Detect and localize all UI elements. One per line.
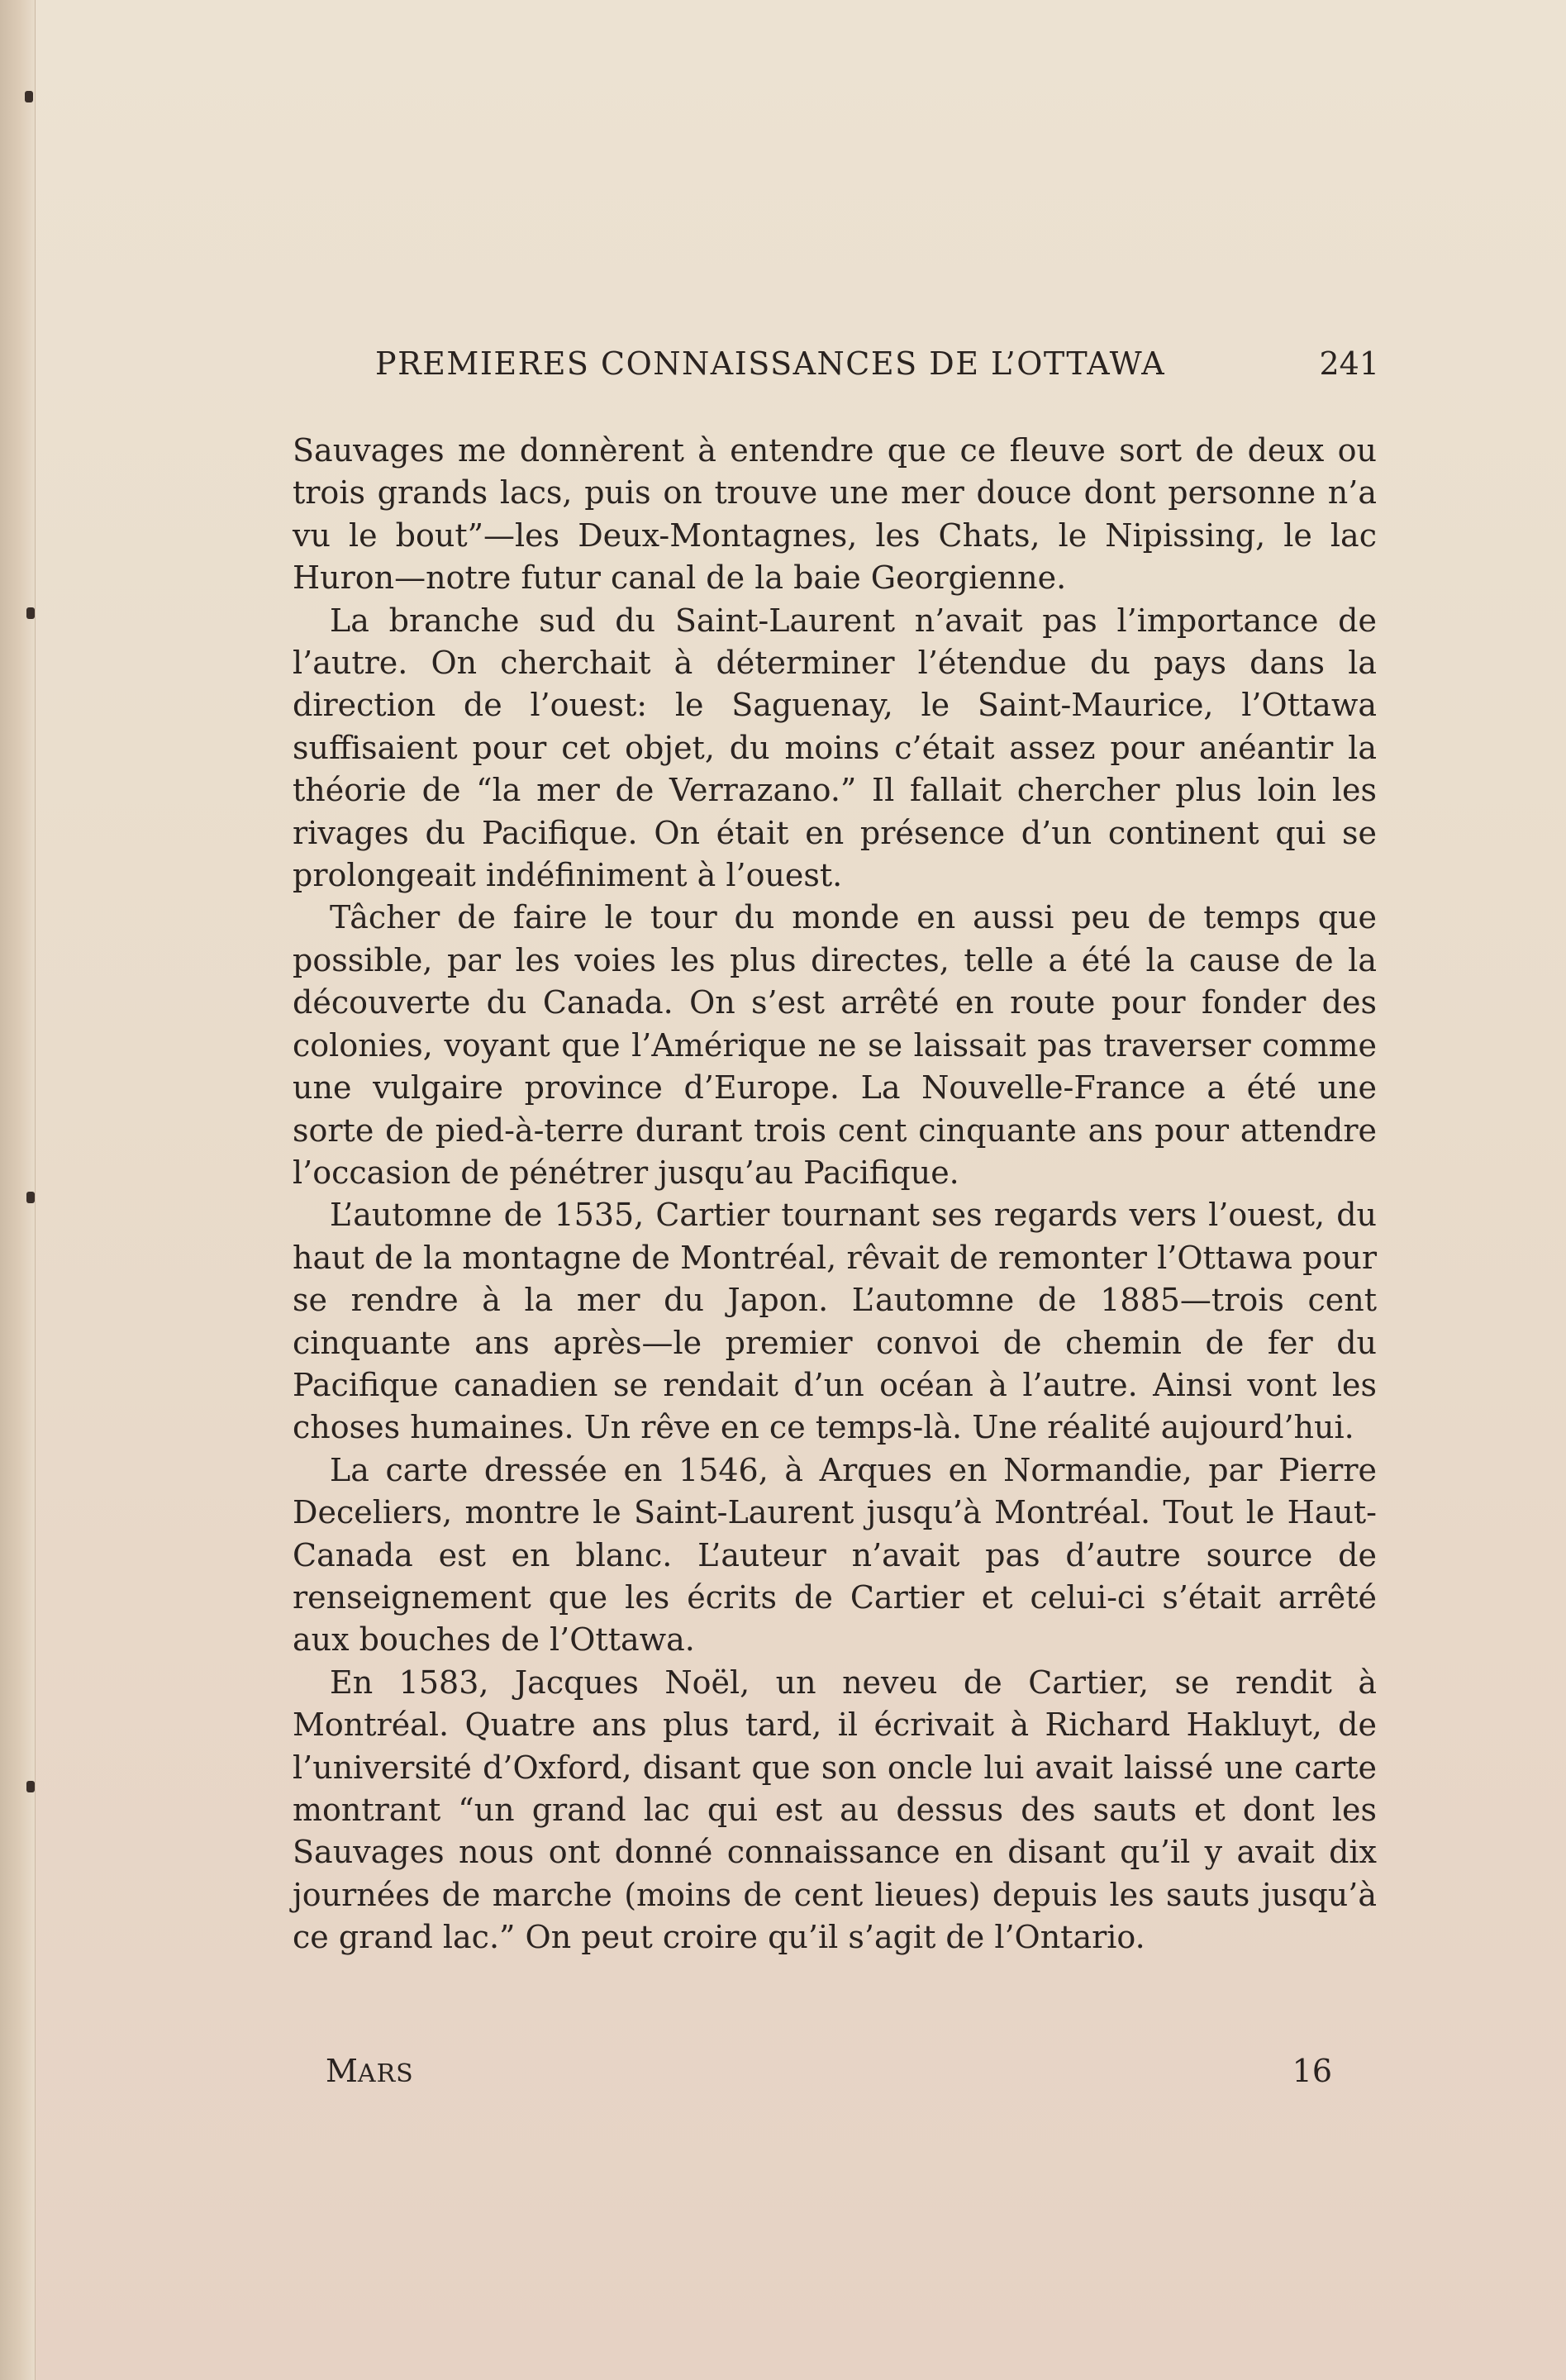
body-text [293,430,1377,1959]
page-footer [326,2053,1332,2094]
page-number: 241 [1319,345,1379,382]
binding-stitch-mark [25,91,33,102]
sheet-number: 16 [1292,2053,1332,2089]
book-page [293,345,1377,2097]
signature-initial: M [326,2053,358,2089]
page-binding-edge [0,0,36,2380]
running-title: PREMIERES CONNAISSANCES DE L’OTTAWA [375,345,1166,382]
binding-stitch-mark [26,1781,35,1792]
paragraph-5: La carte dressée en 1546, à Arques en Normandie, par Pierre Deceliers, montre le Saint-Laurent jusqu’à Montréal. Tout le Haut-Canada est en blanc. L’auteur n’avait pas d’autre source de renseignement que les écrits de Cartier et celui-ci s’était arrêté aux bouches de l’Ottawa. [293,1451,1377,1659]
paragraph-4: L’automne de 1535, Cartier tournant ses regards vers l’ouest, du haut de la montagne de Montréal, rêvait de remonter l’Ottawa pour se rendre à la mer du Japon. L’automne de 1885—trois cent cinquante ans après—le premier convoi de chemin de fer du Pacifique canadien se rendait d’un océan à l’autre. Ainsi vont les choses humaines. Un rêve en ce temps-là. Une réalité aujourd’hui. [293,1197,1377,1446]
signature-rest: ARS [357,2059,414,2088]
binding-stitch-mark [26,1192,35,1203]
paragraph-3: Tâcher de faire le tour du monde en aussi peu de temps que possible, par les voies les plus directes, telle a été la cause de la découverte du Canada. On s’est arrêté en route pour fonder des colonies, voyant que l’Amérique ne se laissait pas traverser comme une vulgaire province d’Europe. La Nouvelle-France a été une sorte de pied-à-terre durant trois cent cinquante ans pour attendre l’occasion de pénétrer jusqu’au Pacifique. [293,899,1377,1191]
running-head [375,345,1379,395]
paragraph-1: Sauvages me donnèrent à entendre que ce fleuve sort de deux ou trois grands lacs, puis on trouve une mer douce dont personne n’a vu le bout”—les Deux-Montagnes, les Chats, le Nipissing, le lac Huron—notre futur canal de la baie Georgienne. [293,432,1377,597]
paragraph-2: La branche sud du Saint-Laurent n’avait pas l’importance de l’autre. On cherchait à déterminer l’étendue du pays dans la direction de l’ouest: le Saguenay, le Saint-Maurice, l’Ottawa suffisaient pour cet objet, du moins c’était assez pour anéantir la théorie de “la mer de Verrazano.” Il fallait chercher plus loin les rivages du Pacifique. On était en présence d’un continent qui se prolongeait indéfiniment à l’ouest. [293,602,1377,894]
binding-stitch-mark [26,607,35,619]
paragraph-6: En 1583, Jacques Noël, un neveu de Cartier, se rendit à Montréal. Quatre ans plus tard, il écrivait à Richard Hakluyt, de l’université d’Oxford, disant que son oncle lui avait laissé une carte montrant “un grand lac qui est au dessus des sauts et dont les Sauvages nous ont donné connaissance en disant qu’il y avait dix journées de marche (moins de cent lieues) depuis les sauts jusqu’à ce grand lac.” On peut croire qu’il s’agit de l’Ontario. [293,1664,1377,1956]
signature-mark [326,2053,414,2089]
